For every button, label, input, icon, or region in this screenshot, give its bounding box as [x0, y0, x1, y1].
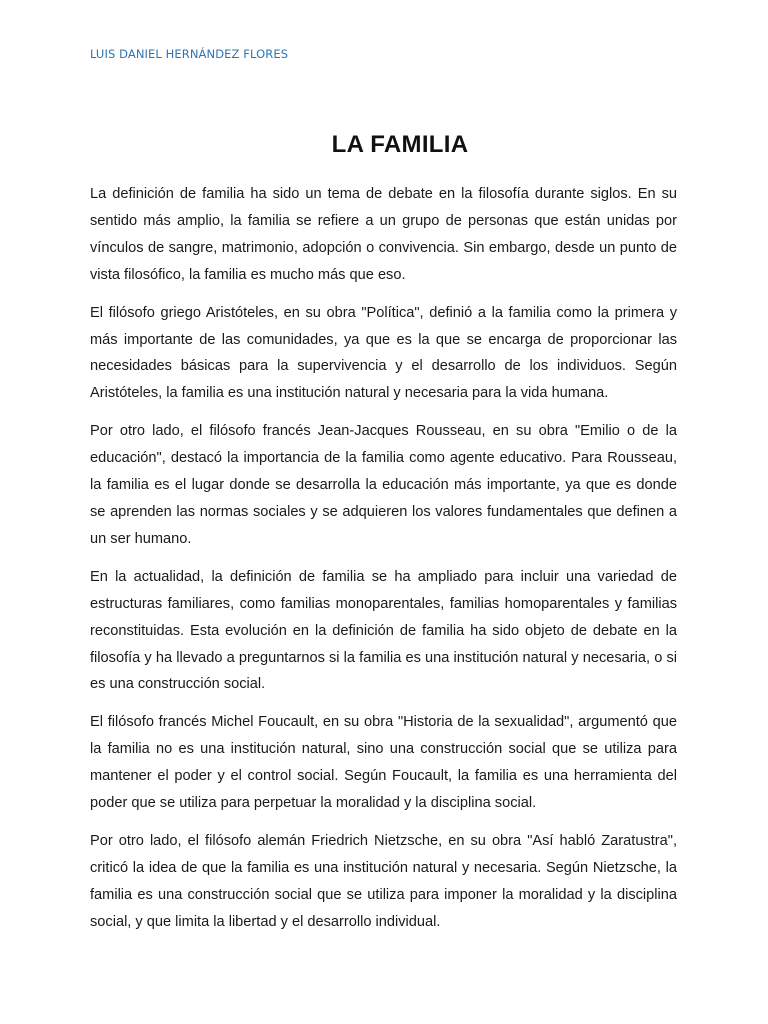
document-body: [90, 181, 677, 947]
paragraph: En la actualidad, la definición de familia se ha ampliado para incluir una variedad de estructuras familiares, como familias monoparentales, familias homoparentales y familias reconstituidas. Esta evolución en la definición de familia ha sido objeto de debate en la filosofía y ha llevado a preguntarnos si la familia es una institución natural y necesaria, o si es una construcción social.: [90, 568, 677, 693]
header-author: LUIS DANIEL HERNÁNDEZ FLORES: [90, 47, 289, 61]
document-title: LA FAMILIA: [331, 131, 469, 158]
paragraph: El filósofo francés Michel Foucault, en su obra "Historia de la sexualidad", argumentó que la familia no es una institución natural, sino una construcción social que se utiliza para mantener el poder y el control social. Según Foucault, la familia es una herramienta del poder que se utiliza para perpetuar la moralidad y la disciplina social.: [90, 714, 677, 812]
paragraph: La definición de familia ha sido un tema de debate en la filosofía durante siglos. En su sentido más amplio, la familia se refiere a un grupo de personas que están unidas por vínculos de sangre, matrimonio, adopción o convivencia. Sin embargo, desde un punto de vista filosófico, la familia es mucho más que eso.: [90, 186, 677, 283]
paragraph: Por otro lado, el filósofo francés Jean-Jacques Rousseau, en su obra "Emilio o de la educación", destacó la importancia de la familia como agente educativo. Para Rousseau, la familia es el lugar donde se desarrolla la educación más importante, ya que es donde se aprenden las normas sociales y se adquieren los valores fundamentales que definen a un ser humano.: [90, 423, 677, 547]
paragraph: El filósofo griego Aristóteles, en su obra "Política", definió a la familia como la primera y más importante de las comunidades, ya que es la que se encarga de proporcionar las necesidades básicas para la supervivencia y el desarrollo de los individuos. Según Aristóteles, la familia es una institución natural y necesaria para la vida humana.: [90, 304, 677, 402]
paragraph: Por otro lado, el filósofo alemán Friedrich Nietzsche, en su obra "Así habló Zaratustra", criticó la idea de que la familia es una institución natural y necesaria. Según Nietzsche, la familia es una construcción social que se utiliza para imponer la moralidad y la disciplina social, y que limita la libertad y el desarrollo individual.: [90, 832, 677, 930]
